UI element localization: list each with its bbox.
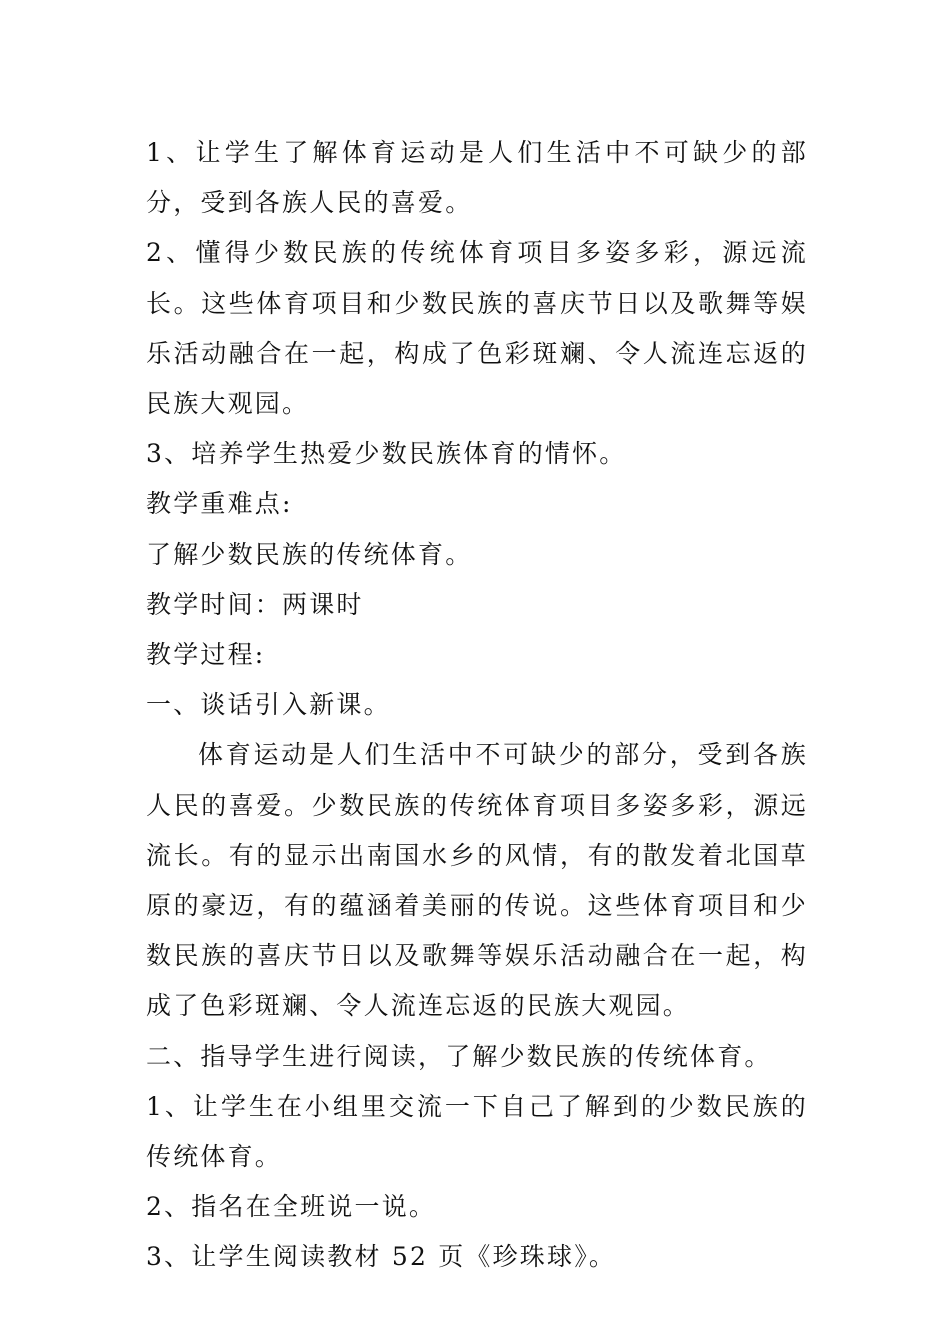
key-difficulty-heading: 教学重难点: [146,489,293,519]
section-2-step-1: 1、让学生在小组里交流一下自己了解到的少数民族的传统体育。 [146,1091,808,1172]
section-2-step-3: 3、让学生阅读教材 52 页《珍珠球》。 [146,1242,617,1272]
section-2-heading: 二、指导学生进行阅读，了解少数民族的传统体育。 [146,1041,772,1071]
document-body [146,128,808,1283]
objective-3: 3、培养学生热爱少数民族体育的情怀。 [146,439,627,469]
teaching-process-heading: 教学过程: [146,640,266,670]
teaching-time: 教学时间：两课时 [146,589,364,619]
key-difficulty-text: 了解少数民族的传统体育。 [146,539,473,569]
objective-2: 2、懂得少数民族的传统体育项目多姿多彩，源远流长。这些体育项目和少数民族的喜庆节日以及歌舞等娱乐活动融合在一起，构成了色彩斑斓、令人流连忘返的民族大观园。 [146,238,808,419]
objective-1: 1、让学生了解体育运动是人们生活中不可缺少的部分，受到各族人民的喜爱。 [146,138,808,218]
section-1-heading: 一、谈话引入新课。 [146,690,391,720]
section-2-step-2: 2、指名在全班说一说。 [146,1192,437,1222]
section-1-body: 体育运动是人们生活中不可缺少的部分，受到各族人民的喜爱。少数民族的传统体育项目多姿多彩，源远流长。有的显示出南国水乡的风情，有的散发着北国草原的豪迈，有的蕴涵着美丽的传说。这些体育项目和少数民族的喜庆节日以及歌舞等娱乐活动融合在一起，构成了色彩斑斓、令人流连忘返的民族大观园。 [146,740,808,1021]
